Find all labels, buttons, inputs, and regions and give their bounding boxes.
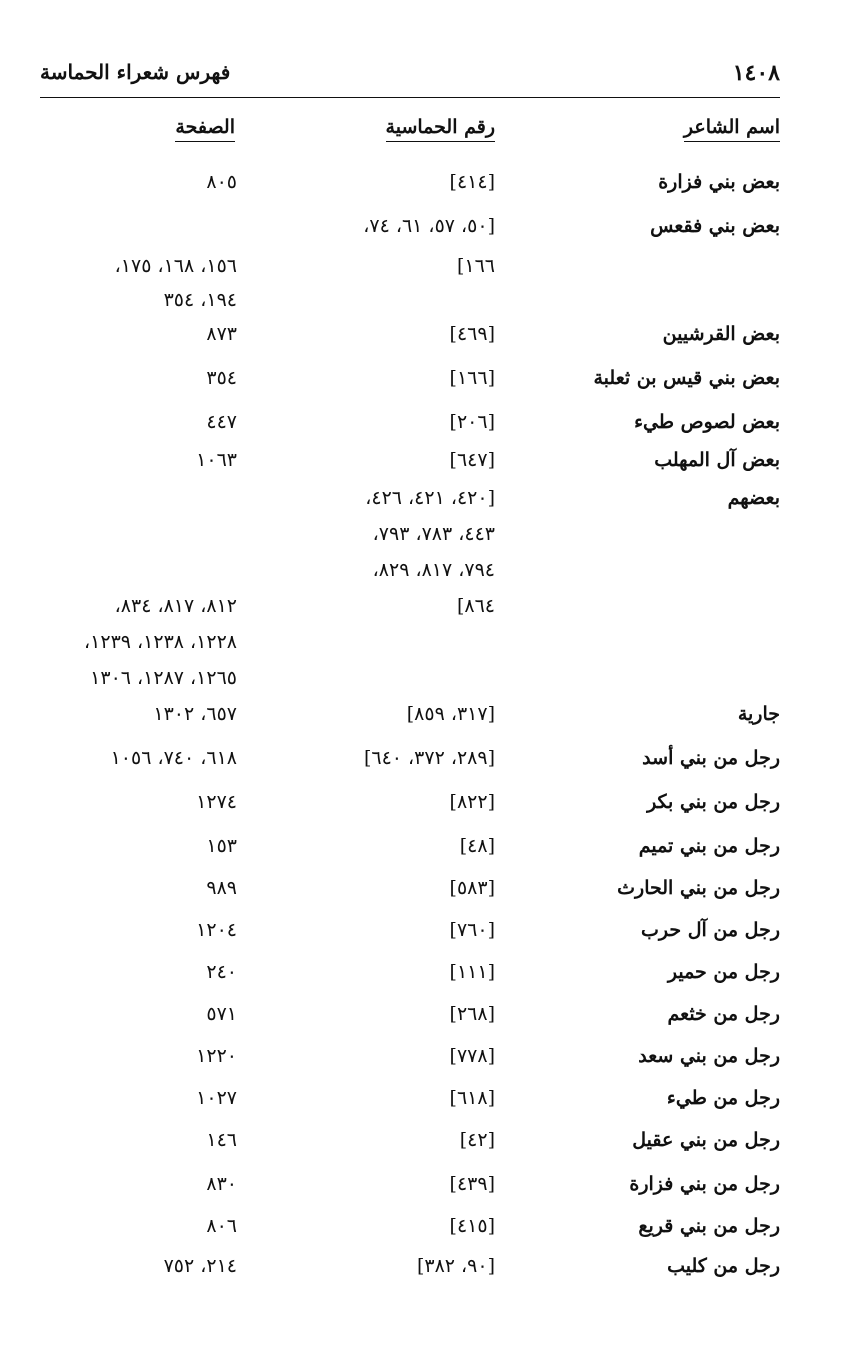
hamasa-number: [٤٨]	[459, 835, 495, 857]
poet-name: رجل من بني عقيل	[632, 1129, 780, 1151]
poet-name: جارية	[737, 703, 780, 725]
table-row	[0, 662, 855, 694]
page-ref: ٣٥٤	[206, 367, 237, 389]
table-row	[0, 250, 855, 282]
table-row	[0, 166, 855, 198]
hamasa-number: [٤١٥]	[449, 1215, 495, 1237]
page-ref: ٥٧١	[206, 1003, 237, 1025]
poet-name: رجل من آل حرب	[641, 919, 780, 941]
hamasa-number: [٥٨٣]	[449, 877, 495, 899]
page-ref: ٨٠٦	[206, 1215, 237, 1237]
poet-name: رجل من بني بكر	[647, 791, 780, 813]
table-row	[0, 518, 855, 550]
table-row	[0, 1124, 855, 1156]
hamasa-number: [٤٦٩]	[449, 323, 495, 345]
page-ref: ١٠٢٧	[196, 1087, 237, 1109]
running-title: فهرس شعراء الحماسة	[40, 60, 231, 84]
page-ref: ١٥٦، ١٦٨، ١٧٥،	[114, 255, 237, 277]
poet-name: رجل من بني أسد	[642, 747, 780, 769]
hamasa-number: [٨٢٢]	[449, 791, 495, 813]
table-row	[0, 362, 855, 394]
hamasa-number: [٧٦٠]	[449, 919, 495, 941]
column-header-poet: اسم الشاعر	[684, 116, 780, 142]
page-ref: ١٢٢٨، ١٢٣٨، ١٢٣٩،	[84, 631, 237, 653]
page-ref: ٢٤٠	[206, 961, 237, 983]
poet-name: رجل من خثعم	[667, 1003, 780, 1025]
hamasa-number: ٨٦٤]	[456, 595, 495, 617]
table-row	[0, 998, 855, 1030]
table-row	[0, 786, 855, 818]
table-row	[0, 1210, 855, 1242]
page-ref: ١٤٦	[206, 1129, 237, 1151]
table-row	[0, 406, 855, 438]
table-row	[0, 914, 855, 946]
page-ref: ٨٠٥	[206, 171, 237, 193]
hamasa-number: [٢٦٨]	[449, 1003, 495, 1025]
table-row	[0, 698, 855, 730]
hamasa-number: ٤٤٣، ٧٨٣، ٧٩٣،	[372, 523, 495, 545]
page-ref: ١٩٤، ٣٥٤	[163, 289, 237, 311]
hamasa-number: [٣١٧، ٨٥٩]	[406, 703, 495, 725]
hamasa-number: [٧٧٨]	[449, 1045, 495, 1067]
poet-name: رجل من بني قريع	[638, 1215, 780, 1237]
page-ref: ٤٤٧	[206, 411, 237, 433]
poet-name: رجل من حمير	[667, 961, 780, 983]
poet-name: رجل من بني الحارث	[617, 877, 780, 899]
hamasa-number: [٤٣٩]	[449, 1173, 495, 1195]
hamasa-number: [٥٠، ٥٧، ٦١، ٧٤،	[363, 215, 495, 237]
page-ref: ٩٨٩	[206, 877, 237, 899]
hamasa-number: ١٦٦]	[456, 255, 495, 277]
page-ref: ٦٥٧، ١٣٠٢	[153, 703, 237, 725]
poet-name: بعض بني فقعس	[650, 215, 780, 237]
poet-name: رجل من كليب	[667, 1255, 780, 1277]
hamasa-number: [٦١٨]	[449, 1087, 495, 1109]
table-row	[0, 830, 855, 862]
hamasa-number: [٢٨٩، ٣٧٢، ٦٤٠]	[363, 747, 495, 769]
table-row	[0, 444, 855, 476]
column-header-hamasa-number: رقم الحماسية	[386, 116, 495, 142]
hamasa-number: [٩٠، ٣٨٢]	[416, 1255, 495, 1277]
table-row	[0, 1250, 855, 1282]
page-ref: ١٢٧٤	[196, 791, 237, 813]
header-rule	[40, 97, 780, 98]
page-number: ١٤٠٨	[732, 60, 780, 86]
table-row	[0, 742, 855, 774]
table-row	[0, 956, 855, 988]
poet-name: بعض آل المهلب	[654, 449, 780, 471]
table-row	[0, 318, 855, 350]
column-header-page: الصفحة	[175, 116, 235, 142]
hamasa-number: ٧٩٤، ٨١٧، ٨٢٩،	[372, 559, 495, 581]
page-ref: ٨٧٣	[206, 323, 237, 345]
hamasa-number: [٤٢]	[459, 1129, 495, 1151]
hamasa-number: [٤١٤]	[449, 171, 495, 193]
page-ref: ٢١٤، ٧٥٢	[163, 1255, 237, 1277]
page-ref: ٨١٢، ٨١٧، ٨٣٤،	[114, 595, 237, 617]
table-row	[0, 210, 855, 242]
hamasa-number: [١١١]	[449, 961, 495, 983]
table-row	[0, 872, 855, 904]
table-row	[0, 1168, 855, 1200]
page-ref: ٦١٨، ٧٤٠، ١٠٥٦	[110, 747, 237, 769]
poet-name: بعضهم	[727, 487, 780, 509]
poet-name: رجل من طيء	[666, 1087, 780, 1109]
page-ref: ١٢٦٥، ١٢٨٧، ١٣٠٦	[90, 667, 237, 689]
poet-name: رجل من بني سعد	[638, 1045, 780, 1067]
poet-name: بعض بني فزارة	[658, 171, 780, 193]
poet-name: رجل من بني تميم	[638, 835, 780, 857]
poet-name: بعض القرشيين	[662, 323, 780, 345]
page-ref: ٨٣٠	[206, 1173, 237, 1195]
table-row	[0, 1040, 855, 1072]
poet-name: رجل من بني فزارة	[629, 1173, 780, 1195]
page-ref: ١٥٣	[206, 835, 237, 857]
page-ref: ١٢٠٤	[196, 919, 237, 941]
hamasa-number: [٤٢٠، ٤٢١، ٤٢٦،	[365, 487, 495, 509]
table-row	[0, 554, 855, 586]
table-row	[0, 590, 855, 622]
page-ref: ١٠٦٣	[196, 449, 237, 471]
table-row	[0, 626, 855, 658]
poet-name: بعض لصوص طيء	[634, 411, 780, 433]
table-row	[0, 482, 855, 514]
hamasa-number: [٦٤٧]	[449, 449, 495, 471]
hamasa-number: [١٦٦]	[449, 367, 495, 389]
hamasa-number: [٢٠٦]	[449, 411, 495, 433]
poet-name: بعض بني قيس بن ثعلبة	[593, 367, 780, 389]
page-ref: ١٢٢٠	[196, 1045, 237, 1067]
table-row	[0, 284, 855, 316]
table-row	[0, 1082, 855, 1114]
